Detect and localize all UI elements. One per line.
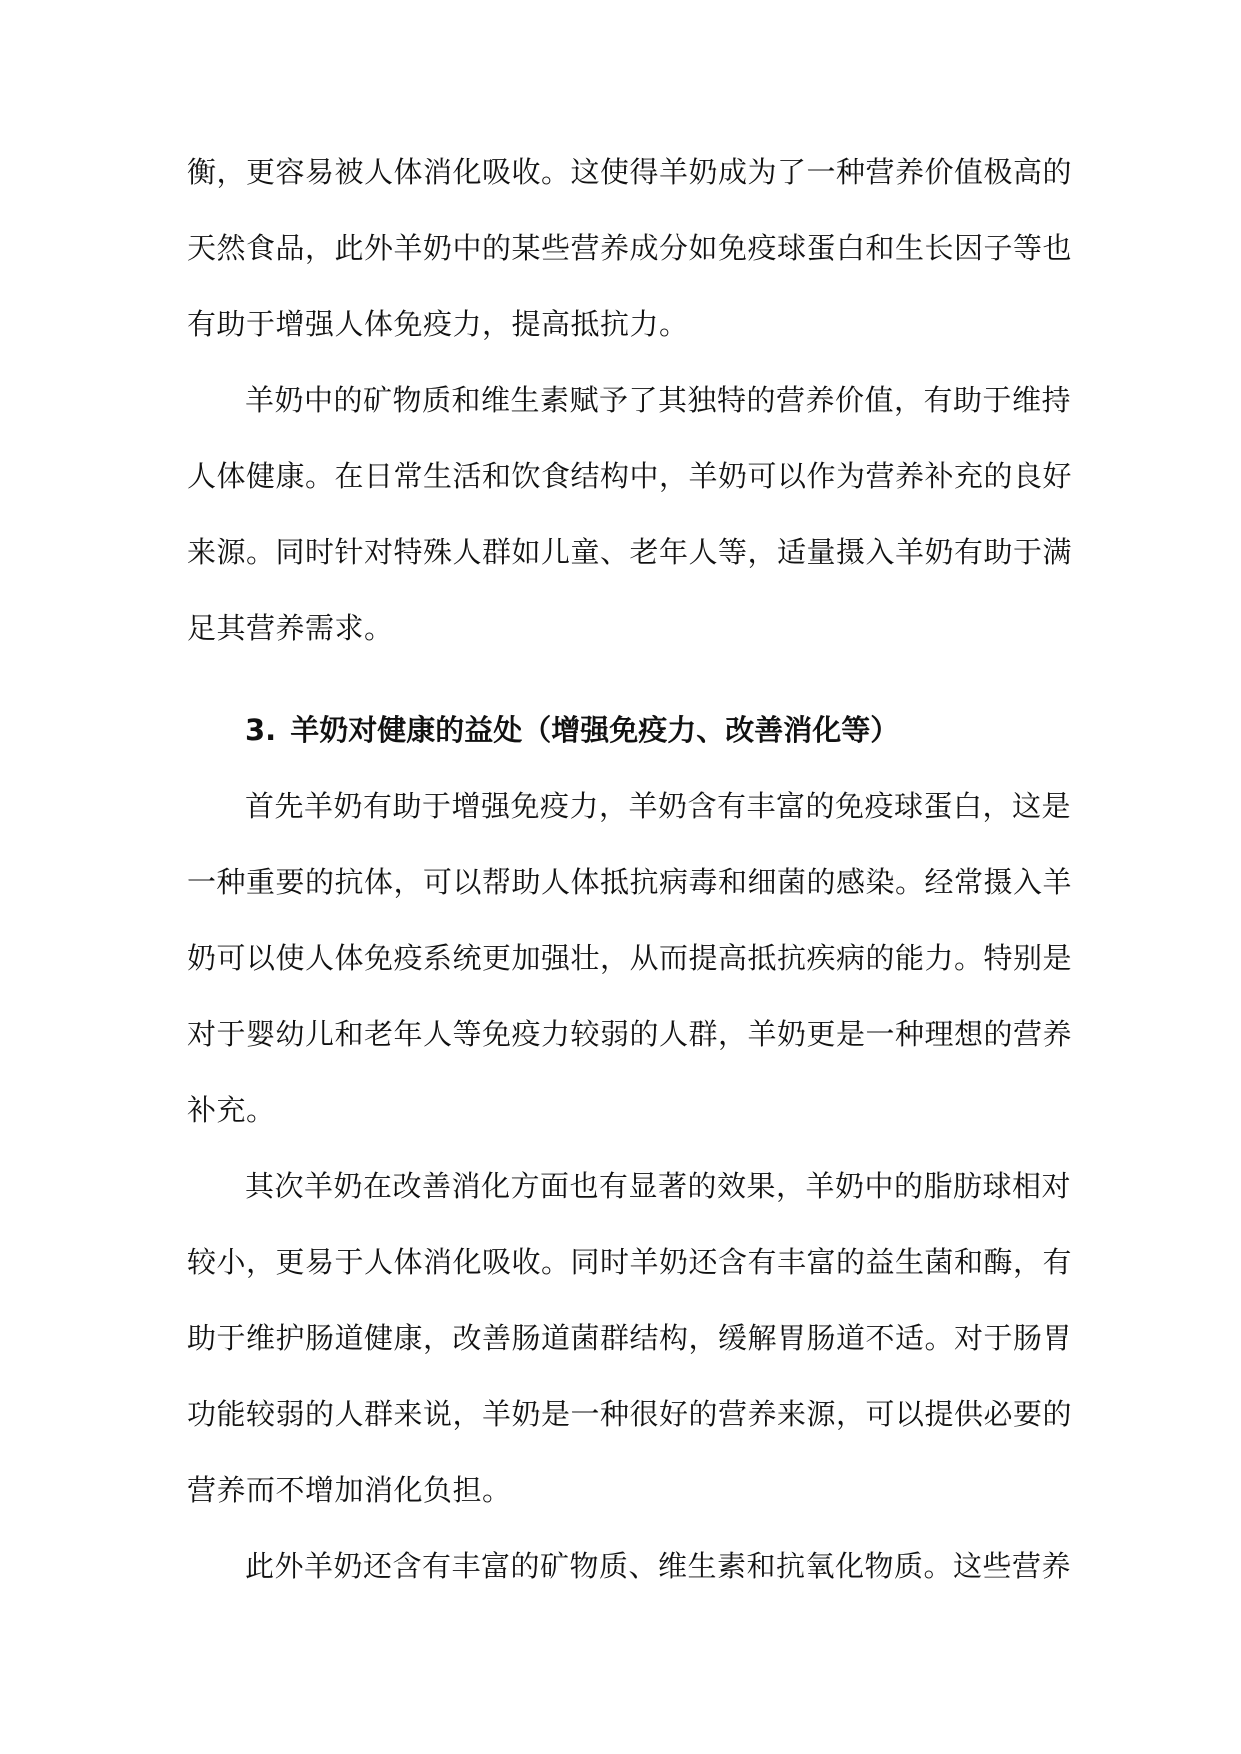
text-line: 足其营养需求。 <box>187 611 394 645</box>
paragraph-antioxidants <box>187 1532 1072 1608</box>
paragraph-digestion <box>187 1152 1073 1532</box>
text-line: 助于维护肠道健康，改善肠道菌群结构，缓解胃肠道不适。对于肠胃 <box>187 1321 1073 1355</box>
text-line: 较小，更易于人体消化吸收。同时羊奶还含有丰富的益生菌和酶，有 <box>187 1245 1073 1279</box>
text-line: 一种重要的抗体，可以帮助人体抵抗病毒和细菌的感染。经常摄入羊 <box>187 865 1073 899</box>
text-line: 天然食品，此外羊奶中的某些营养成分如免疫球蛋白和生长因子等也 <box>187 231 1073 265</box>
text-line: 对于婴幼儿和老年人等免疫力较弱的人群，羊奶更是一种理想的营养 <box>187 1017 1073 1051</box>
section-title: 羊奶对健康的益处（增强免疫力、改善消化等） <box>290 713 900 747</box>
section-number: 3. <box>245 713 277 747</box>
text-line: 功能较弱的人群来说，羊奶是一种很好的营养来源，可以提供必要的 <box>187 1397 1073 1431</box>
text-line: 首先羊奶有助于增强免疫力，羊奶含有丰富的免疫球蛋白，这是 <box>245 789 1072 823</box>
text-line: 补充。 <box>187 1093 276 1127</box>
paragraph-immunity <box>187 772 1073 1152</box>
section-heading <box>187 696 1057 772</box>
text-line: 其次羊奶在改善消化方面也有显著的效果，羊奶中的脂肪球相对 <box>245 1169 1072 1203</box>
text-line: 衡，更容易被人体消化吸收。这使得羊奶成为了一种营养价值极高的 <box>187 155 1073 189</box>
text-line: 营养而不增加消化负担。 <box>187 1473 512 1507</box>
paragraph-intro <box>187 138 1073 366</box>
text-line: 有助于增强人体免疫力，提高抵抗力。 <box>187 307 689 341</box>
text-line: 奶可以使人体免疫系统更加强壮，从而提高抵抗疾病的能力。特别是 <box>187 941 1073 975</box>
text-line: 羊奶中的矿物质和维生素赋予了其独特的营养价值，有助于维持 <box>245 383 1072 417</box>
text-line: 来源。同时针对特殊人群如儿童、老年人等，适量摄入羊奶有助于满 <box>187 535 1073 569</box>
paragraph-minerals <box>187 366 1073 670</box>
text-line: 人体健康。在日常生活和饮食结构中，羊奶可以作为营养补充的良好 <box>187 459 1073 493</box>
text-line: 此外羊奶还含有丰富的矿物质、维生素和抗氧化物质。这些营养 <box>245 1549 1072 1583</box>
document-body <box>187 138 1073 1608</box>
